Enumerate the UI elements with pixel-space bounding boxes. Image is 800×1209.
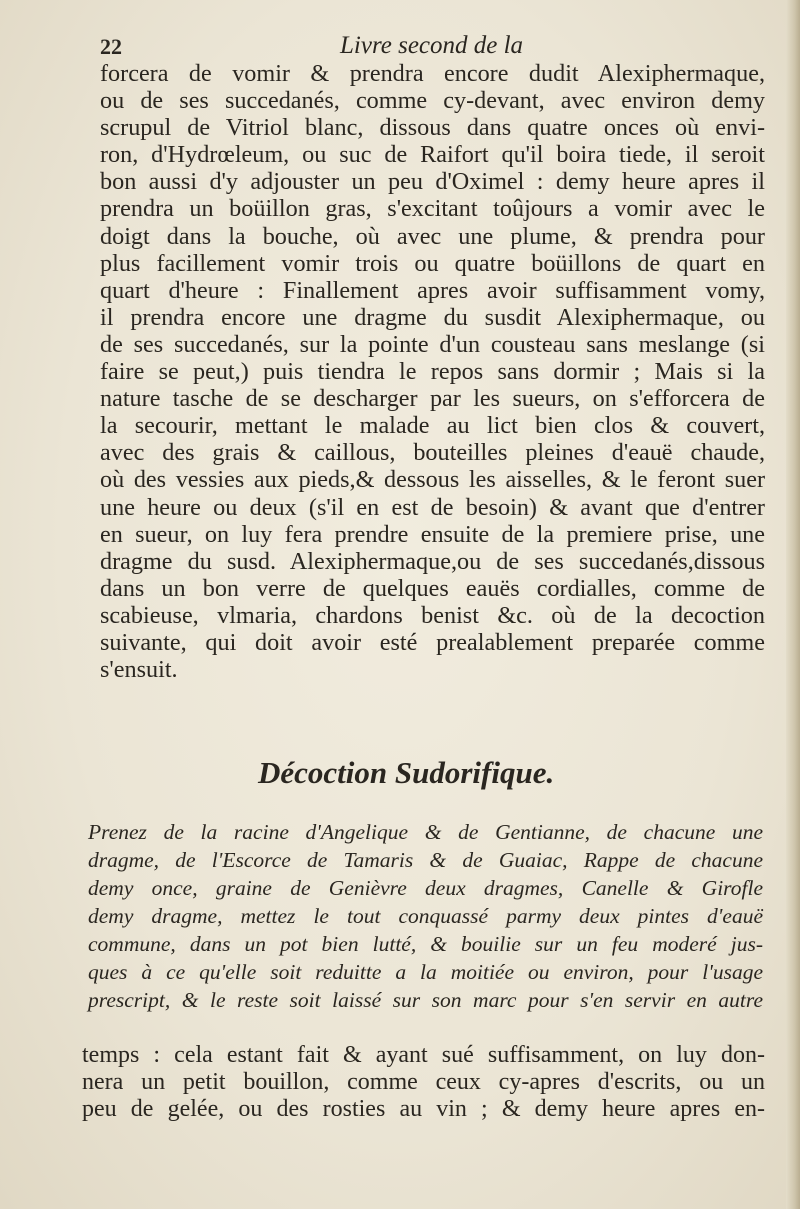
text-line: faire se peut,) puis tiendra le repos sans dormir ; Mais si la — [100, 358, 765, 386]
recipe-line: ques à ce qu'elle soit reduitte a la moitiée ou environ, pour l'usage — [88, 960, 763, 984]
text-line: où des vessies aux pieds,& dessous les aisselles, & le feront suer — [100, 466, 765, 494]
running-head: Livre second de la — [340, 32, 524, 59]
text-line: dans un bon verre de quelques eauës cordialles, comme de — [100, 574, 765, 602]
text-line: suivante, qui doit avoir esté prealablement preparée comme — [100, 628, 765, 656]
text-line: nature tasche de se descharger par les sueurs, on s'efforcera de — [100, 385, 765, 413]
text-line: ou de ses succedanés, comme cy-devant, avec environ demy — [100, 87, 765, 115]
text-line: nera un petit bouillon, comme ceux cy-apres d'escrits, ou un — [82, 1068, 765, 1095]
recipe-line: dragme, de l'Escorce de Tamaris & de Guaiac, Rappe de chacune — [88, 848, 763, 872]
text-line: la secourir, mettant le malade au lict bien clos & couvert, — [100, 412, 765, 440]
text-line: peu de gelée, ou des rosties au vin ; & demy heure apres en- — [82, 1095, 765, 1122]
page-number: 22 — [100, 34, 122, 59]
text-line: de ses succedanés, sur la pointe d'un cousteau sans meslange (si — [100, 330, 765, 358]
section-title: Décoction Sudorifique. — [258, 755, 555, 790]
page-header — [100, 30, 765, 62]
continuation-text — [82, 1042, 765, 1122]
recipe-line: commune, dans un pot bien lutté, & bouilie sur un feu moderé jus- — [88, 932, 763, 956]
text-line: dragme du susd. Alexiphermaque,ou de ses succedanés,dissous — [100, 547, 765, 575]
recipe-line: demy dragme, mettez le tout conquassé parmy deux pintes d'eauë — [88, 904, 763, 928]
text-line: scrupul de Vitriol blanc, dissous dans quatre onces où envi- — [100, 114, 765, 142]
text-line: une heure ou deux (s'il en est de besoin) & avant que d'entrer — [100, 493, 765, 521]
recipe-text — [88, 818, 763, 1014]
text-line: il prendra encore une dragme du susdit Alexiphermaque, ou — [100, 303, 765, 331]
text-line: scabieuse, vlmaria, chardons benist &c. où de la decoction — [100, 601, 765, 629]
recipe-line: Prenez de la racine d'Angelique & de Gentianne, de chacune une — [88, 820, 763, 844]
text-line: en sueur, on luy fera prendre ensuite de la premiere prise, une — [100, 520, 765, 548]
text-line: temps : cela estant fait & ayant sué suffisamment, on luy don- — [82, 1042, 765, 1068]
text-line: avec des grais & caillous, bouteilles pleines d'eauë chaude, — [100, 439, 765, 467]
text-line: forcera de vomir & prendra encore dudit Alexiphermaque, — [100, 60, 765, 87]
recipe-line: prescript, & le reste soit laissé sur son marc pour s'en servir en autre — [88, 988, 763, 1012]
text-line: s'ensuit. — [100, 656, 178, 684]
main-text — [100, 60, 765, 683]
text-line: prendra un boüillon gras, s'excitant toûjours a vomir avec le — [100, 195, 765, 223]
text-line: plus facillement vomir trois ou quatre boüillons de quart en — [100, 249, 765, 277]
recipe-line: demy once, graine de Genièvre deux dragmes, Canelle & Girofle — [88, 876, 763, 900]
text-line: quart d'heure : Finallement apres avoir suffisamment vomy, — [100, 276, 765, 304]
text-line: ron, d'Hydrœleum, ou suc de Raifort qu'il boira tiede, il seroit — [100, 141, 765, 169]
page-edge-shadow — [786, 0, 800, 1209]
text-line: doigt dans la bouche, où avec une plume, & prendra pour — [100, 222, 765, 250]
text-line: bon aussi d'y adjouster un peu d'Oximel : demy heure apres il — [100, 168, 765, 196]
